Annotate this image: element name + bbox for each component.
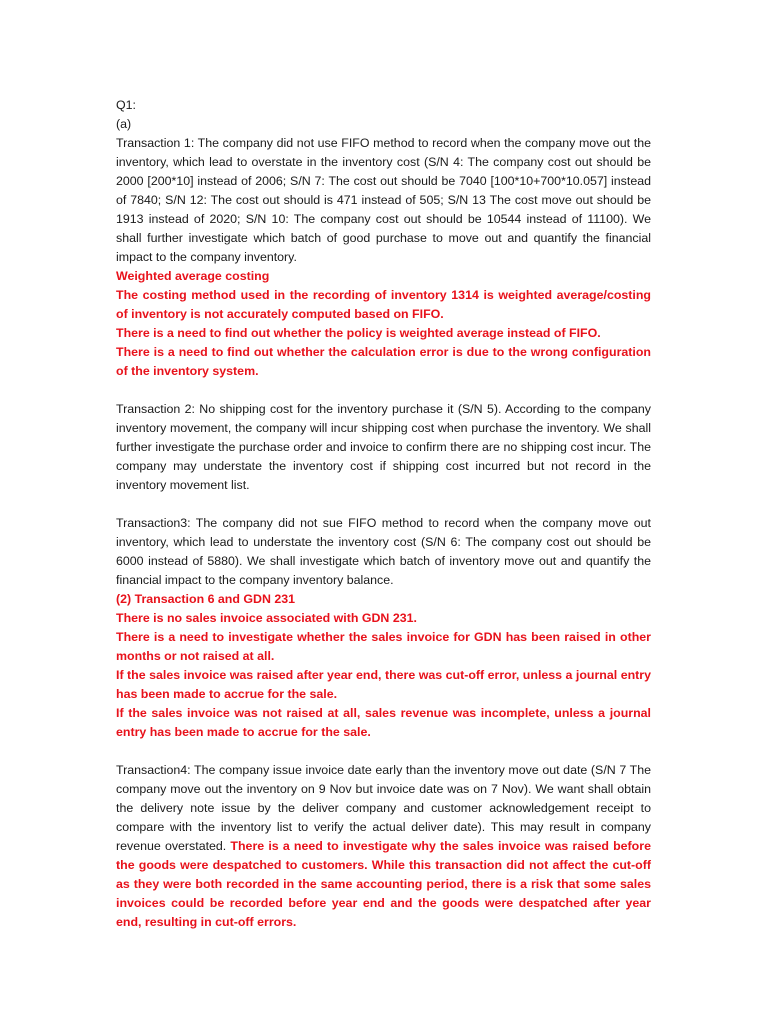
question-label: Q1:	[116, 98, 136, 112]
part-label: (a)	[116, 117, 132, 131]
paragraph-spacer	[116, 742, 651, 761]
transaction-6-heading: (2) Transaction 6 and GDN 231	[116, 592, 296, 606]
transaction-6-note-1: There is no sales invoice associated with GDN 231.	[116, 611, 417, 625]
transaction-2-paragraph: Transaction 2: No shipping cost for the inventory purchase it (S/N 5). According to the company inventory movement, the company will incur shipping cost when purchase the inventory. We shall further investigate the purchase order and invoice to confirm there are no shipping cost incur. The company may understate the inventory cost if shipping cost incurred but not record in the inventory movement list.	[116, 402, 651, 492]
paragraph-spacer	[116, 381, 651, 400]
transaction-3-paragraph: Transaction3: The company did not sue FIFO method to record when the company move out inventory, which lead to understate the inventory cost (S/N 6: The company cost out should be 6000 instead of 5880). We shall investigate which batch of inventory move out and quantify the financial impact to the company inventory balance.	[116, 516, 651, 587]
transaction-4-text: Transaction4: The company issue invoice date early than the inventory move out date (S/N 7 The company move out the inventory on 9 Nov but invoice date was on 7 Nov). We want shall obtain the delivery note issue by the deliver company and customer acknowledgement receipt to compare with the inventory list to verify the actual deliver date). This may result in company revenue overstated.	[116, 763, 651, 853]
transaction-6-note-3: If the sales invoice was raised after year end, there was cut-off error, unless a journal entry has been made to accrue for the sale.	[116, 668, 651, 701]
paragraph-spacer	[116, 495, 651, 514]
transaction-6-note-4: If the sales invoice was not raised at all, sales revenue was incomplete, unless a journal entry has been made to accrue for the sale.	[116, 706, 651, 739]
transaction-1-note-3: There is a need to find out whether the calculation error is due to the wrong configuration of the inventory system.	[116, 345, 651, 378]
transaction-4-note: There is a need to investigate why the sales invoice was raised before the goods were despatched to customers. While this transaction did not affect the cut-off as they were both recorded in the same accounting period, there is a risk that some sales invoices could be recorded before year end and the goods were despatched after year end, resulting in cut-off errors.	[116, 839, 651, 929]
weighted-average-heading: Weighted average costing	[116, 269, 270, 283]
transaction-1-note-2: There is a need to find out whether the policy is weighted average instead of FIFO.	[116, 326, 601, 340]
document-body	[116, 96, 651, 932]
transaction-4-paragraph	[116, 761, 651, 932]
transaction-1-paragraph: Transaction 1: The company did not use FIFO method to record when the company move out the inventory, which lead to overstate in the inventory cost (S/N 4: The company cost out should be 2000 [200*10] instead of 2006; S/N 7: The cost out should be 7040 [100*10+700*10.057] instead of 7840; S/N 12: The cost out should is 471 instead of 505; S/N 13 The cost move out should be 1913 instead of 2020; S/N 10: The company cost out should be 10544 instead of 11100). We shall further investigate which batch of good purchase to move out and quantify the financial impact to the company inventory.	[116, 136, 651, 264]
transaction-1-note-1: The costing method used in the recording of inventory 1314 is weighted average/costing of inventory is not accurately computed based on FIFO.	[116, 288, 651, 321]
transaction-6-note-2: There is a need to investigate whether the sales invoice for GDN has been raised in other months or not raised at all.	[116, 630, 651, 663]
